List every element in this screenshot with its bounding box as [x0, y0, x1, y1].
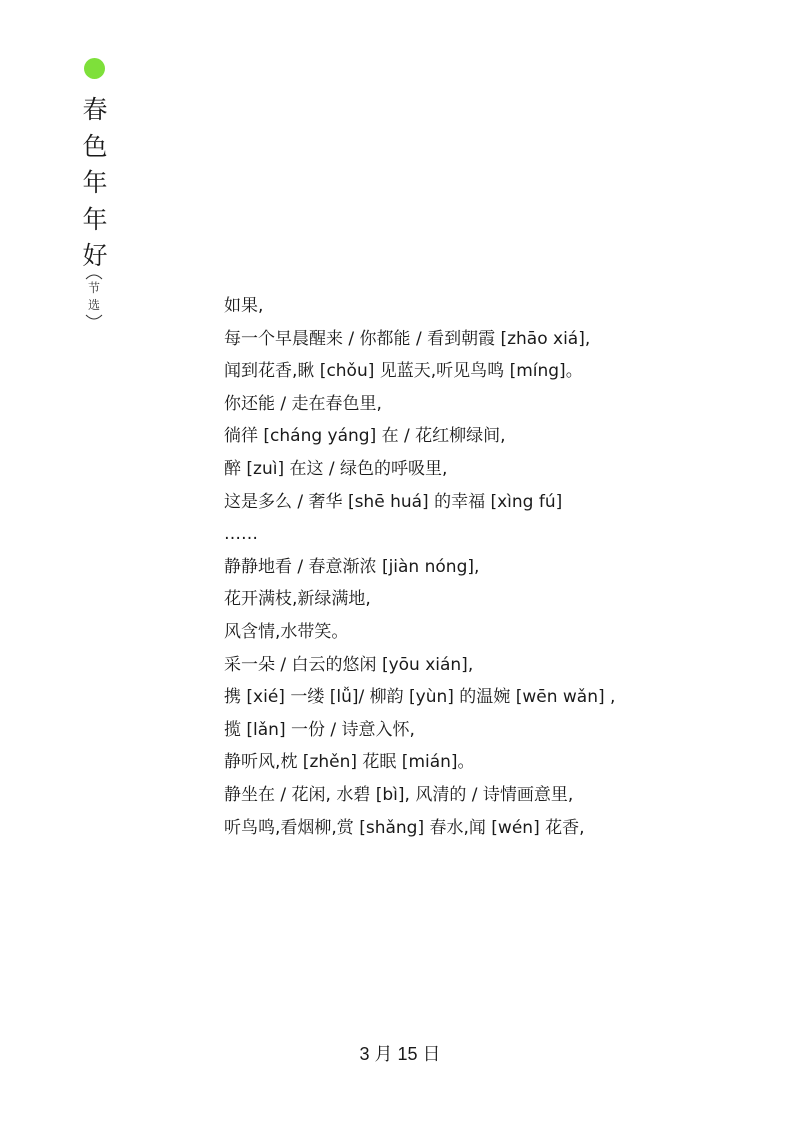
poem-line: 携 [xié] 一缕 [lǚ]/ 柳韵 [yùn] 的温婉 [wēn wǎn] , [224, 687, 616, 708]
title-char: 色 [82, 131, 108, 161]
title-char: 春 [82, 95, 108, 124]
poem-line: 静静地看 / 春意渐浓 [jiàn nóng], [224, 556, 480, 577]
page-title [78, 92, 112, 275]
poem-line: …… [224, 524, 258, 545]
poem-line: 醉 [zuì] 在这 / 绿色的呼吸里, [224, 458, 448, 479]
poem-line: 花开满枝,新绿满地, [224, 589, 371, 610]
poem-line: 听鸟鸣,看烟柳,赏 [shǎng] 春水,闻 [wén] 花香, [224, 817, 585, 838]
title-char: 好 [82, 241, 108, 270]
poem-line: 你还能 / 走在春色里, [224, 393, 382, 414]
date-label: 3 月 15 日 [359, 1044, 441, 1064]
green-dot-icon [84, 58, 105, 79]
subtitle-char: 节 [87, 281, 100, 295]
poem-line: 徜徉 [cháng yáng] 在 / 花红柳绿间, [224, 426, 506, 447]
poem-line: 揽 [lǎn] 一份 / 诗意入怀, [224, 719, 415, 740]
paren-open-icon [84, 272, 104, 280]
poem-body [224, 290, 724, 844]
title-char: 年 [82, 168, 108, 197]
poem-line: 采一朵 / 白云的悠闲 [yōu xián], [224, 654, 474, 675]
poem-line: 风含情,水带笑。 [224, 621, 349, 642]
poem-line: 静听风,枕 [zhěn] 花眠 [mián]。 [224, 752, 475, 773]
paren-close-icon [84, 314, 104, 322]
poem-line: 每一个早晨醒来 / 你都能 / 看到朝霞 [zhāo xiá], [224, 328, 591, 349]
subtitle-char: 选 [87, 298, 100, 312]
title-char: 年 [82, 204, 108, 234]
poem-line: 这是多么 / 奢华 [shē huá] 的幸福 [xìng fú] [224, 491, 563, 512]
poem-line: 如果, [224, 296, 264, 316]
poem-line: 闻到花香,瞅 [chǒu] 见蓝天,听见鸟鸣 [míng]。 [224, 361, 583, 382]
poem-line: 静坐在 / 花闲, 水碧 [bì], 风清的 / 诗情画意里, [224, 784, 574, 805]
page-subtitle [84, 272, 104, 322]
